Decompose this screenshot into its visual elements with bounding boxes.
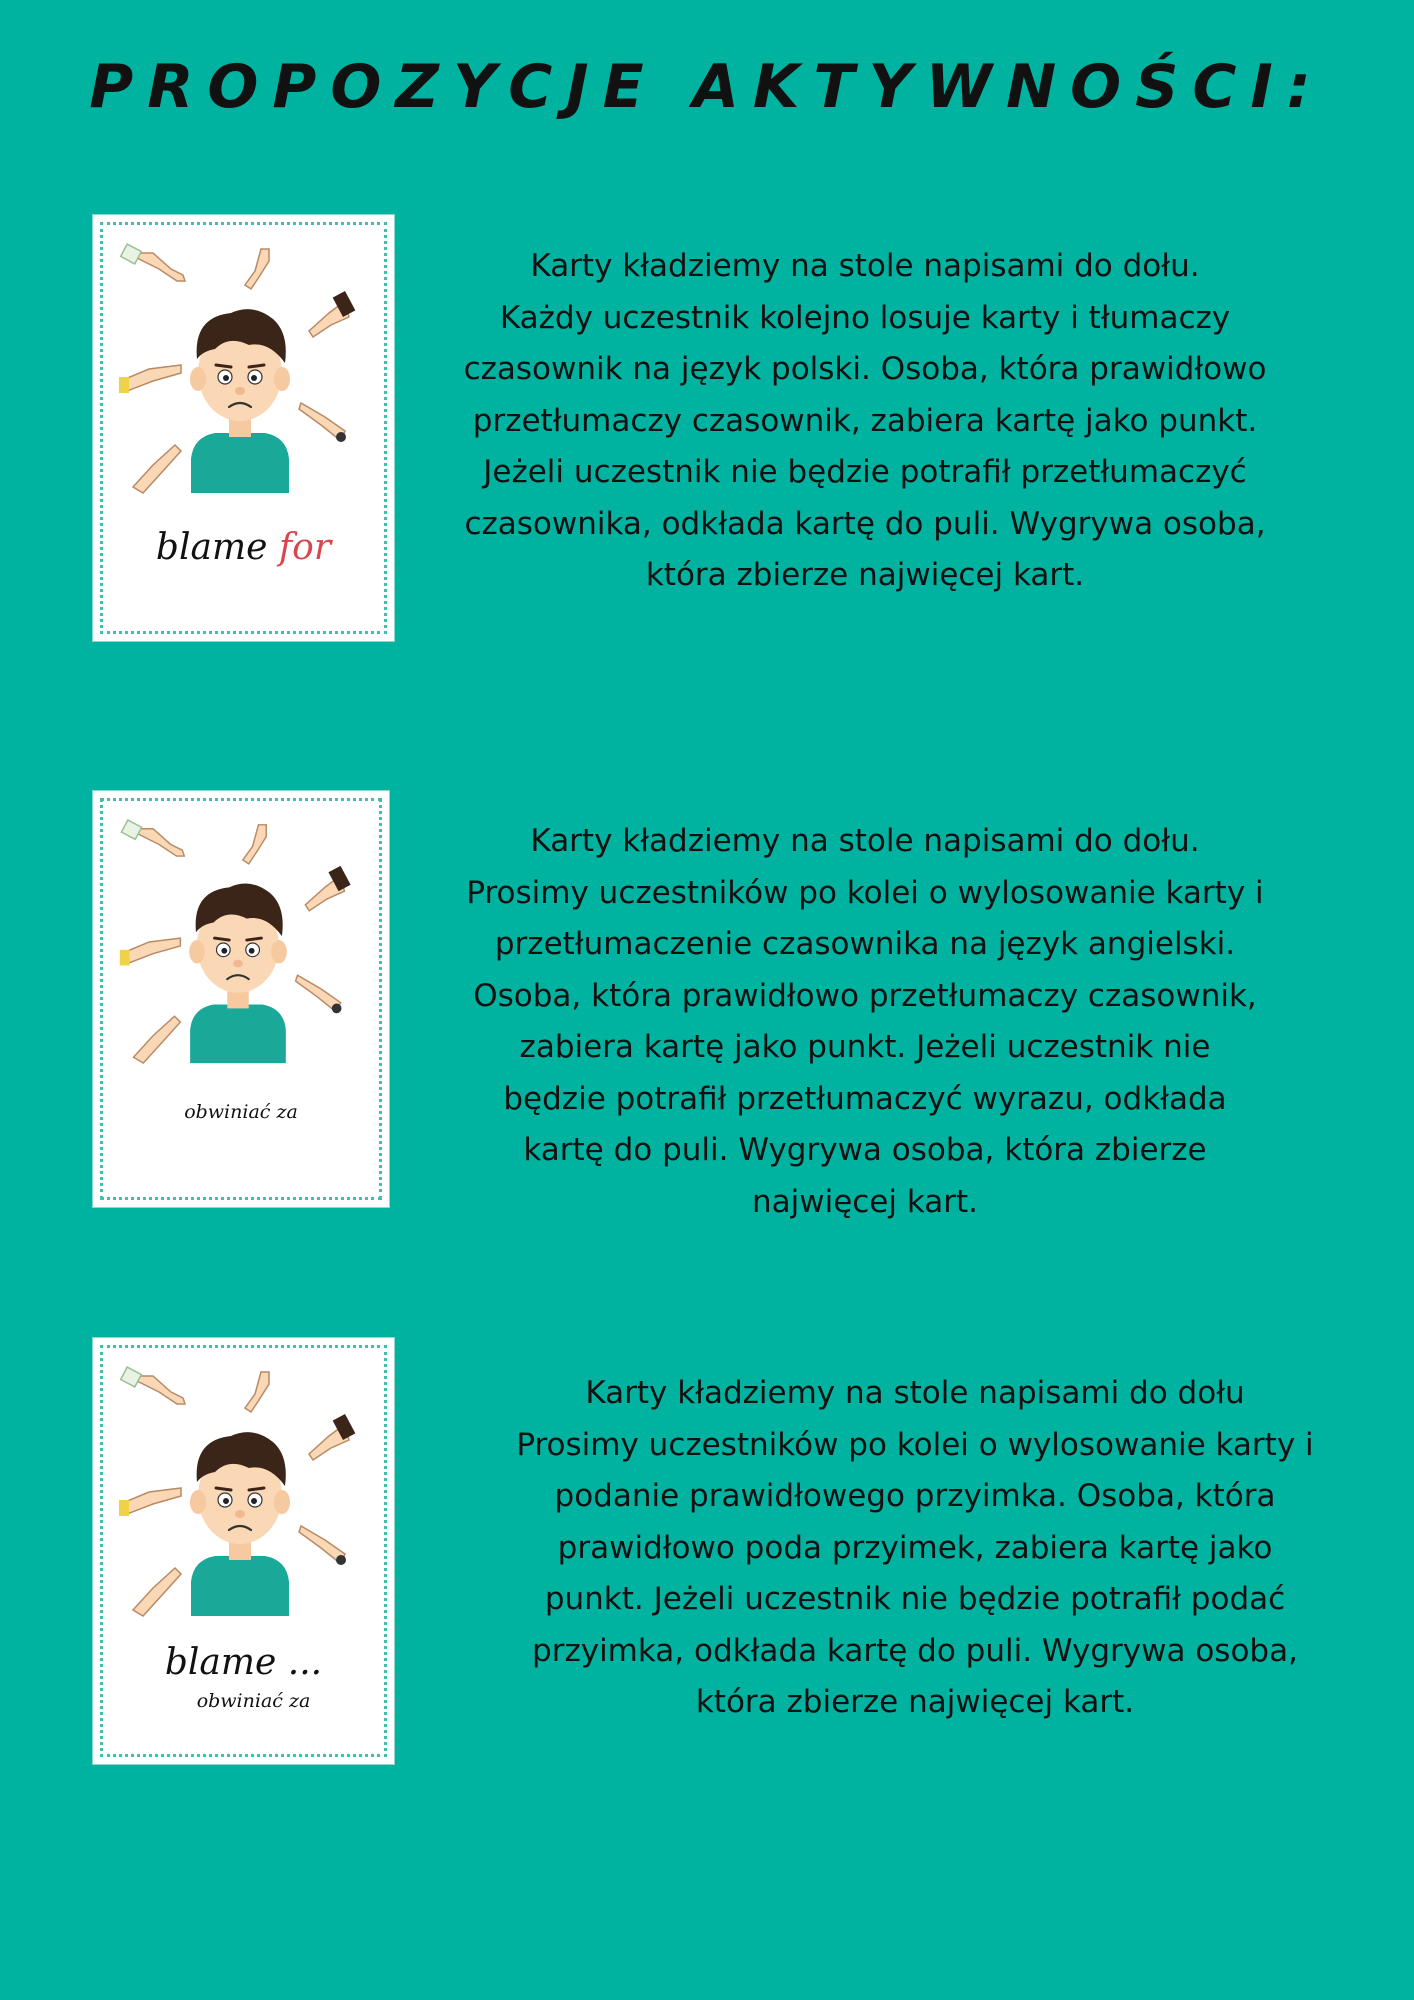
blame-illustration <box>119 817 355 1067</box>
blame-illustration <box>119 241 359 497</box>
flashcard-1 <box>92 214 395 642</box>
blame-illustration <box>119 1364 359 1620</box>
page-title: PROPOZYCJE AKTYWNOŚCI: <box>89 52 1325 122</box>
desc-line: Każdy uczestnik kolejno losuje karty i tłumaczy <box>499 299 1231 336</box>
desc-line: punkt. Jeżeli uczestnik nie będzie potrafił podać <box>544 1581 1286 1617</box>
flashcard-3 <box>92 1337 395 1765</box>
card-verb: blame <box>155 527 268 568</box>
desc-line: przetłumaczenie czasownika na język angielski. <box>494 926 1236 962</box>
activity-description-3 <box>450 1368 1380 1729</box>
card-translation: obwiniać za <box>196 1690 311 1712</box>
desc-line: Jeżeli uczestnik nie będzie potrafił przetłumaczyć <box>483 454 1247 490</box>
desc-line: przetłumaczy czasownik, zabiera kartę jako punkt. <box>472 402 1258 439</box>
desc-line: Prosimy uczestników po kolei o wylosowanie karty i <box>466 874 1264 911</box>
desc-line: kartę do puli. Wygrywa osoba, która zbierze <box>523 1132 1207 1168</box>
desc-line: Karty kładziemy na stole napisami do dołu. <box>530 823 1200 859</box>
desc-line: przyimka, odkłada kartę do puli. Wygrywa osoba, <box>532 1632 1298 1669</box>
desc-line: podanie prawidłowego przyimka. Osoba, która <box>554 1478 1276 1514</box>
card-phrase: blame ... <box>164 1642 323 1683</box>
desc-line: która zbierze najwięcej kart. <box>695 1684 1135 1720</box>
desc-line: czasownik na język polski. Osoba, która prawidłowo <box>463 351 1267 387</box>
flashcard-2 <box>92 790 390 1208</box>
desc-line: Karty kładziemy na stole napisami do dołu. <box>530 248 1200 284</box>
desc-line: Karty kładziemy na stole napisami do dołu <box>585 1375 1245 1411</box>
desc-line: będzie potrafił przetłumaczyć wyrazu, odkłada <box>503 1080 1227 1117</box>
activity-description-2 <box>400 816 1330 1228</box>
card-phrase <box>93 527 394 568</box>
card-preposition: for <box>278 527 332 568</box>
activity-description-1 <box>400 241 1330 602</box>
desc-line: która zbierze najwięcej kart. <box>645 557 1085 593</box>
desc-line: Prosimy uczestników po kolei o wylosowanie karty i <box>516 1426 1314 1463</box>
desc-line: zabiera kartę jako punkt. Jeżeli uczestnik nie <box>519 1029 1211 1065</box>
desc-line: Osoba, która prawidłowo przetłumaczy czasownik, <box>473 977 1257 1014</box>
card-translation: obwiniać za <box>184 1101 298 1123</box>
desc-line: prawidłowo poda przyimek, zabiera kartę jako <box>557 1529 1273 1566</box>
desc-line: najwięcej kart. <box>751 1183 979 1220</box>
desc-line: czasownika, odkłada kartę do puli. Wygrywa osoba, <box>464 505 1266 542</box>
